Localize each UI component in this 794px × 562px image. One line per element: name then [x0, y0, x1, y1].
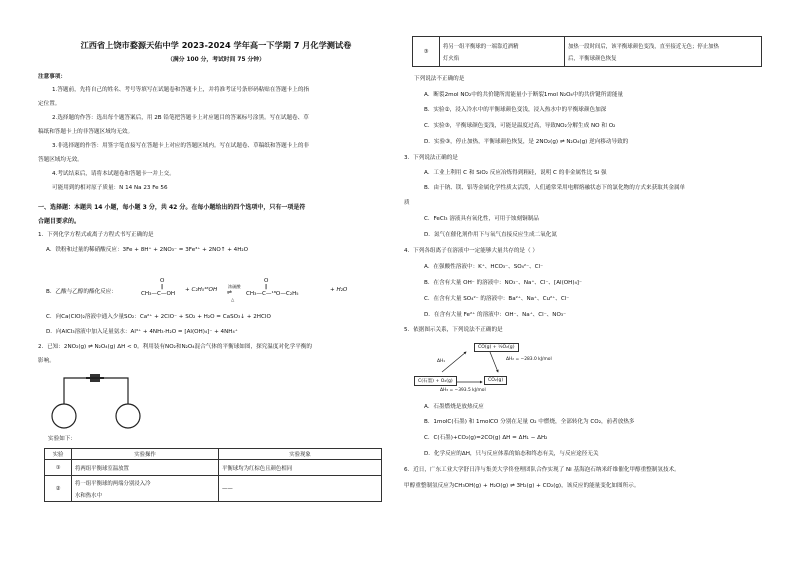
table-cell: 将两组平衡球室温放置 [72, 460, 219, 476]
table-header-row [45, 449, 382, 460]
question-2-option-c: C．实验③，平衡球颜色变浅，可能是温度过高，导致NO₂分解生成 NO 和 O₂ [424, 123, 616, 129]
table-cell-line: 后，平衡球颜色恢复 [568, 55, 617, 62]
question-5-option-b: B．1molC(石墨) 和 1molCO 分别在足量 O₂ 中燃烧，全部转化为 CO₂，前者放热多 [424, 419, 635, 425]
table-row [413, 37, 762, 67]
question-1-option-b-prefix: B．乙酸与乙醇的酯化反应： [46, 289, 117, 295]
state-box-graphite: C(石墨) + O₂(g) [414, 376, 457, 386]
question-4-option-d: D．在含有大量 Fe²⁺ 的溶液中：OH⁻、Na⁺、Cl⁻、NO₃⁻ [424, 312, 567, 318]
acetic-acid-formula: CH₃—C—OH [141, 291, 176, 297]
table-cell [565, 37, 762, 67]
section-heading-cont: 合题目要求的。 [38, 218, 81, 225]
experiment-label: 实验如下： [48, 436, 76, 442]
notice-line: 可能用到的相对原子质量：N 14 Na 23 Fe 56 [52, 185, 168, 191]
table-cell: ② [45, 476, 72, 502]
question-3-stem: 3．下列说法正确的是 [404, 155, 458, 161]
notice-line: 2.选择题的作答：选出每个题答案后，用 2B 铅笔把答题卡上对应题目的答案标号涂黑。写在试题卷、草 [52, 115, 309, 121]
question-3-option-b: B．由于钠、镁、铝等金属化学性质太活泼，人们通常采用电解熔融状态下的氯化物的方式来获取其金属单 [424, 185, 686, 191]
heat-label: △ [231, 297, 235, 302]
section-heading: 一、选择题：本题共 14 小题，每小题 3 分，共 42 分。在每小题给出的四个选项中，只有一项是符 [38, 204, 306, 211]
notice-heading: 注意事项： [38, 74, 66, 80]
question-1-option-a: A．铁粉和过量的稀硝酸反应：3Fe + 8H⁺ + 2NO₃⁻ = 3Fe³⁺ + 2NO↑ + 4H₂O [46, 247, 249, 253]
delta-h1-label: ΔH₁ [437, 359, 446, 364]
notice-line: 4.考试结束后，请将本试题卷和答题卡一并上交。 [52, 171, 175, 177]
table-cell-line: 将一组平衡球的两端分别浸入冷 [75, 480, 151, 487]
question-2-option-d: D．实验③，停止加热，平衡球颜色恢复，是 2NO₂(g) ⇌ N₂O₄(g) 逆向移动导致的 [424, 139, 629, 145]
question-1-option-c: C．向Ca(ClO)₂溶液中通入少量SO₂：Ca²⁺ + 2ClO⁻ + SO₂ + H₂O = CaSO₃↓ + 2HClO [46, 314, 271, 320]
ethanol-formula: + C₂H₅¹⁸OH [185, 287, 218, 293]
table-cell: —— [219, 476, 382, 502]
table-cell [440, 37, 565, 67]
water-product: + H₂O [330, 287, 348, 293]
catalyst-label: 浓硫酸 [228, 284, 241, 289]
table-header-cell: 实验现象 [219, 449, 382, 460]
question-1-stem: 1．下列化学方程式或离子方程式书写正确的是 [38, 232, 154, 238]
state-box-co2: CO₂(g) [484, 376, 507, 385]
state-box-co: CO(g) + ½O₂(g) [474, 343, 519, 352]
delta-h3-label: ΔH₃ = −393.5 kJ/mol [440, 388, 486, 393]
question-5-option-d: D．化学反应的ΔH，只与反应体系的始态和终态有关，与反应途径无关 [424, 451, 599, 457]
equilibrium-ball-apparatus [42, 370, 152, 432]
table-cell-line: 加热一段时间后，该平衡球颜色变浅，直至接近无色；停止加热 [568, 43, 719, 50]
ester-formula: CH₃—C—¹⁸O—C₂H₅ [246, 291, 299, 297]
table-cell: ① [45, 460, 72, 476]
question-4-stem: 4．下列各组离子在溶液中一定能够大量共存的是（ ） [404, 248, 538, 254]
table-header-cell: 实验操作 [72, 449, 219, 460]
question-2-options-stem: 下列说法不正确的是 [414, 76, 465, 82]
carbonyl-o-right: O [264, 278, 269, 284]
question-5-option-c: C．C(石墨)+CO₂(g)=2CO(g) ΔH = ΔH₁ − ΔH₂ [424, 435, 548, 441]
page-title: 江西省上饶市婺源天佑中学 2023-2024 学年高一下学期 7 月化学测试卷 [80, 40, 352, 50]
experiment-table-continued [412, 36, 762, 67]
table-cell: 平衡球均为红棕色且颜色相同 [219, 460, 382, 476]
question-4-option-a: A．在强酸性溶液中：K⁺、HCO₃⁻、SO₄²⁻、Cl⁻ [424, 264, 544, 270]
notice-line: 1.答题前，先将自己的姓名、考号等填写在试题卷和答题卡上，并将准考证号条形码粘贴在答题卡上的指 [52, 87, 310, 93]
table-row [45, 476, 382, 502]
notice-line: 3.非选择题的作答：用签字笔直接写在答题卡上对应的答题区域内。写在试题卷、草稿纸和答题卡上的非 [52, 143, 310, 149]
carbonyl-o-left: O [160, 278, 165, 284]
question-2-option-b: B．实验②，浸入冷水中的平衡球颜色变浅，浸入热水中的平衡球颜色加深 [424, 107, 607, 113]
question-2-stem-cont: 影响。 [38, 358, 55, 364]
question-2-option-a: A．断裂2mol NO₂中的共价键所需能量小于断裂1mol N₂O₄中的共价键所需能量 [424, 92, 624, 98]
question-3-option-d: D．氮气在催化剂作用下与氧气直接反应生成二氧化氮 [424, 232, 557, 238]
notice-line: 定位置。 [38, 101, 61, 107]
question-6-stem: 6．近日，广东工业大学舒日洋与集美大学佟登理团队合作实现了 Ni 基海泡石纳米纤维催化甲醇重整制氢技术。 [404, 467, 680, 473]
table-row [45, 460, 382, 476]
delta-h2-label: ΔH₂ = −283.0 kJ/mol [506, 357, 552, 362]
table-cell-line: 水和热水中 [75, 492, 102, 499]
question-3-option-b-cont: 质 [404, 200, 410, 206]
question-1-option-d: D．向AlCl₃溶液中加入足量氨水：Al³⁺ + 4NH₃·H₂O = [Al(OH)₄]⁻ + 4NH₄⁺ [46, 329, 238, 335]
notice-line: 稿纸和答题卡上的非答题区域均无效。 [38, 129, 134, 135]
table-header-cell: 实验 [45, 449, 72, 460]
notice-line: 答题区域均无效。 [38, 157, 83, 163]
question-2-stem: 2．已知：2NO₂(g) ⇌ N₂O₄(g) ΔH < 0。利用装有NO₂和N₂O₄混合气体的平衡球如图，探究温度对化学平衡的 [38, 344, 313, 350]
table-cell [72, 476, 219, 502]
question-5-stem: 5．依据图示关系，下列说法不正确的是 [404, 327, 503, 333]
question-4-option-b: B．在含有大量 OH⁻ 的溶液中：NO₃⁻、Na⁺、Cl⁻、[Al(OH)₄]⁻ [424, 280, 582, 286]
page-subtitle: （满分 100 分，考试时间 75 分钟） [167, 57, 265, 63]
double-bond-right: ‖ [265, 284, 268, 290]
question-5-option-a: A．石墨燃烧是放热反应 [424, 404, 484, 410]
table-cell-line: 将另一组平衡球的一端靠近酒精 [443, 43, 519, 50]
question-6-stem-cont: 甲醇重整制氢反应为CH₃OH(g) + H₂O(g) ⇌ 3H₂(g) + CO₂(g)，该反应的能量变化如图所示。 [404, 483, 640, 489]
table-cell: ③ [413, 37, 440, 67]
question-3-option-a: A．工业上利用 C 和 SiO₂ 反应冶炼得到粗硅，说明 C 的非金属性比 Si 强 [424, 170, 607, 176]
table-cell-line: 灯火焰 [443, 55, 460, 62]
experiment-table [44, 448, 382, 502]
question-4-option-c: C．在含有大量 SO₄²⁻ 的溶液中：Ba²⁺、Na⁺、Cu²⁺、Cl⁻ [424, 296, 570, 302]
double-bond-left: ‖ [161, 284, 164, 290]
question-3-option-c: C．FeCl₃ 溶液具有氧化性，可用于蚀刻铜制品 [424, 216, 539, 222]
reaction-arrow: ⇌ [227, 289, 233, 296]
